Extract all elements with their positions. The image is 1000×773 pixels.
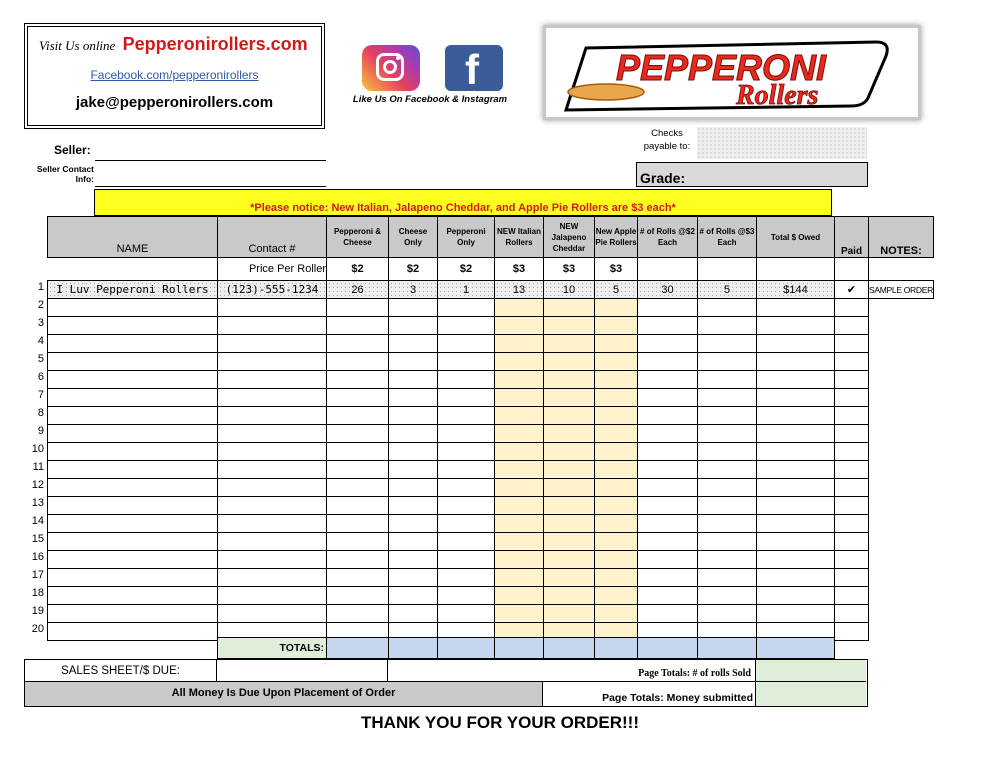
row-number: 4 xyxy=(37,335,44,347)
seller-label: Seller: xyxy=(54,143,91,157)
page-money-label: Page Totals: Money submitted xyxy=(602,692,753,704)
price-cell: $2 xyxy=(389,258,438,281)
sales-sheet-label: SALES SHEET/$ DUE: xyxy=(25,660,217,682)
total-cell[interactable] xyxy=(757,638,835,659)
sample-qty[interactable]: 13 xyxy=(495,281,544,299)
row-number: 16 xyxy=(31,551,44,563)
header-paid: Paid xyxy=(835,217,869,258)
table-row[interactable] xyxy=(48,587,934,605)
row-number: 7 xyxy=(37,389,44,401)
row-number: 14 xyxy=(31,515,44,527)
table-row[interactable] xyxy=(48,353,934,371)
row-number: 12 xyxy=(31,479,44,491)
sample-rolls-2[interactable]: 30 xyxy=(638,281,698,299)
table-row[interactable] xyxy=(48,569,934,587)
logo-frame xyxy=(543,25,921,120)
sample-contact[interactable]: (123)-555-1234 xyxy=(218,281,327,299)
pepperoni-rollers-logo xyxy=(546,28,918,117)
price-cell: $3 xyxy=(544,258,595,281)
checks-payable-field[interactable] xyxy=(697,127,867,159)
header-italian: NEW Italian Rollers xyxy=(495,217,544,258)
sample-row xyxy=(48,281,934,299)
table-header xyxy=(48,217,934,258)
row-number: 18 xyxy=(31,587,44,599)
table-row[interactable] xyxy=(48,389,934,407)
order-table xyxy=(47,216,934,641)
table-row[interactable] xyxy=(48,425,934,443)
notice-banner: *Please notice: New Italian, Jalapeno Cheddar, and Apple Pie Rollers are $3 each* xyxy=(94,189,832,216)
sample-qty[interactable]: 3 xyxy=(389,281,438,299)
row-number: 17 xyxy=(31,569,44,581)
facebook-link[interactable]: Facebook.com/pepperonirollers xyxy=(90,68,259,82)
sample-notes[interactable]: SAMPLE ORDER xyxy=(869,281,934,299)
sales-sheet-due-field[interactable] xyxy=(217,660,388,682)
sample-qty[interactable]: 5 xyxy=(595,281,638,299)
row-number: 10 xyxy=(31,443,44,455)
visit-line xyxy=(39,34,308,55)
table-row[interactable] xyxy=(48,461,934,479)
checks-label: Checks payable to: xyxy=(643,128,691,152)
totals-table xyxy=(217,637,835,659)
row-number: 8 xyxy=(37,407,44,419)
header-cheese-only: Cheese Only xyxy=(389,217,438,258)
price-label: Price Per Roller xyxy=(218,258,327,281)
row-number: 15 xyxy=(31,533,44,545)
email-link[interactable]: jake@pepperonirollers.com xyxy=(75,94,274,111)
total-cell[interactable] xyxy=(638,638,698,659)
table-row[interactable] xyxy=(48,443,934,461)
row-number: 20 xyxy=(31,623,44,635)
total-cell[interactable] xyxy=(698,638,757,659)
header-rolls-2: # of Rolls @$2 Each xyxy=(638,217,698,258)
row-number: 9 xyxy=(37,425,44,437)
sample-rolls-3[interactable]: 5 xyxy=(698,281,757,299)
price-cell: $3 xyxy=(495,258,544,281)
logo-subtitle: Rollers xyxy=(736,80,819,111)
sample-qty[interactable]: 10 xyxy=(544,281,595,299)
row-number: 2 xyxy=(37,299,44,311)
sample-qty[interactable]: 26 xyxy=(327,281,389,299)
seller-contact-label: Seller Contact Info: xyxy=(36,164,94,184)
header-name: NAME xyxy=(48,217,218,258)
money-due-banner: All Money Is Due Upon Placement of Order xyxy=(25,682,543,706)
table-row[interactable] xyxy=(48,335,934,353)
thanks-message: THANK YOU FOR YOUR ORDER!!! xyxy=(361,713,639,732)
instagram-icon[interactable] xyxy=(362,45,420,91)
social-caption: Like Us On Facebook & Instagram xyxy=(352,94,508,105)
price-cell: $2 xyxy=(327,258,389,281)
row-number: 19 xyxy=(31,605,44,617)
total-cell[interactable] xyxy=(495,638,544,659)
header-contact: Contact # xyxy=(218,217,327,258)
total-cell[interactable] xyxy=(438,638,495,659)
website-link[interactable]: Pepperonirollers.com xyxy=(122,34,308,54)
table-row[interactable] xyxy=(48,605,934,623)
seller-input-line[interactable] xyxy=(95,160,326,161)
header-apple-pie: New Apple Pie Rollers xyxy=(595,217,638,258)
table-row[interactable] xyxy=(48,497,934,515)
visit-label: Visit Us online xyxy=(39,38,116,53)
row-number: 5 xyxy=(37,353,44,365)
facebook-icon[interactable]: f xyxy=(445,45,503,91)
summary-box xyxy=(24,659,868,707)
table-row[interactable] xyxy=(48,317,934,335)
row-number: 11 xyxy=(32,461,44,473)
table-row[interactable] xyxy=(48,551,934,569)
total-cell[interactable] xyxy=(327,638,389,659)
header-total-owed: Total $ Owed xyxy=(757,217,835,258)
table-row[interactable] xyxy=(48,515,934,533)
sample-name[interactable]: I Luv Pepperoni Rollers xyxy=(48,281,218,299)
header-rolls-3: # of Rolls @$3 Each xyxy=(698,217,757,258)
row-number: 1 xyxy=(37,281,44,293)
price-cell: $3 xyxy=(595,258,638,281)
header-pepperoni-cheese: Pepperoni & Cheese xyxy=(327,217,389,258)
totals-label: TOTALS: xyxy=(218,638,327,659)
page-rolls-label: Page Totals: # of rolls Sold xyxy=(388,660,755,682)
table-row[interactable] xyxy=(48,407,934,425)
total-cell[interactable] xyxy=(389,638,438,659)
table-row[interactable] xyxy=(48,371,934,389)
total-cell[interactable] xyxy=(544,638,595,659)
row-number: 6 xyxy=(37,371,44,383)
total-cell[interactable] xyxy=(595,638,638,659)
sample-total[interactable]: $144 xyxy=(757,281,835,299)
page-rolls-field[interactable] xyxy=(755,660,866,682)
contact-box xyxy=(24,23,325,129)
logo-title: PEPPERONI xyxy=(616,47,827,88)
table-row[interactable] xyxy=(48,533,934,551)
price-cell: $2 xyxy=(438,258,495,281)
price-row xyxy=(48,258,934,281)
sample-qty[interactable]: 1 xyxy=(438,281,495,299)
header-notes: NOTES: xyxy=(869,217,934,258)
page-money-field[interactable] xyxy=(755,682,866,706)
header-jalapeno: NEW Jalapeno Cheddar xyxy=(544,217,595,258)
row-number: 3 xyxy=(37,317,44,329)
row-number: 13 xyxy=(31,497,44,509)
sample-paid-check[interactable]: ✔ xyxy=(835,281,869,299)
grade-box: Grade: xyxy=(636,162,868,187)
header-pepperoni-only: Pepperoni Only xyxy=(438,217,495,258)
table-row[interactable] xyxy=(48,299,934,317)
table-row[interactable] xyxy=(48,479,934,497)
seller-contact-input-line[interactable] xyxy=(95,186,326,187)
